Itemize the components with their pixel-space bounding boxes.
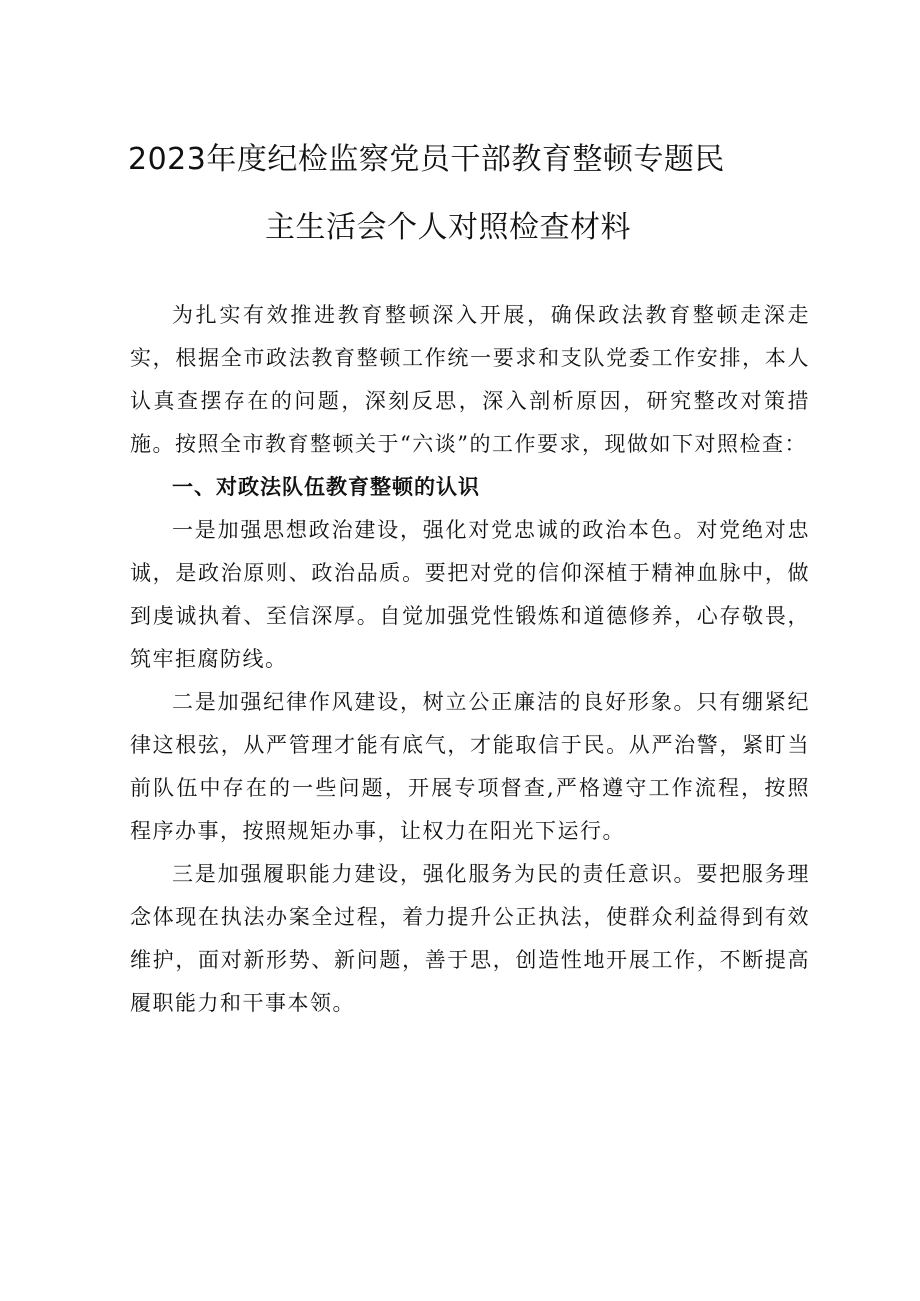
body-paragraph: 二是加强纪律作风建设，树立公正廉洁的良好形象。只有绷紧纪律这根弦，从严管理才能有底气，才能取信于民。从严治警，紧盯当前队伍中存在的一些问题，开展专项督查,严格遵守工作流程，按照程序办事，按照规矩办事，让权力在阳光下运行。 — [130, 690, 810, 843]
body-paragraph: 一是加强思想政治建设，强化对党忠诚的政治本色。对党绝对忠诚，是政治原则、政治品质。要把对党的信仰深植于精神血脉中，做到虔诚执着、至信深厚。自觉加强党性锻炼和道德修养，心存敬畏，筑牢拒腐防线。 — [130, 518, 810, 671]
intro-paragraph: 为扎实有效推进教育整顿深入开展，确保政法教育整顿走深走实，根据全市政法教育整顿工作统一要求和支队党委工作安排，本人认真查摆存在的问题，深刻反思，深入剖析原因，研究整改对策措施。按照全市教育整顿关于“六谈”的工作要求，现做如下对照检查： — [130, 303, 810, 456]
document-title-line-2: 主生活会个人对照检查材料 — [265, 210, 631, 245]
document-title-line-1: 2023年度纪检监察党员干部教育整顿专题民 — [128, 142, 725, 177]
document-body — [130, 294, 810, 1025]
body-paragraph: 三是加强履职能力建设，强化服务为民的责任意识。要把服务理念体现在执法办案全过程，着力提升公正执法，使群众利益得到有效维护，面对新形势、新问题，善于思，创造性地开展工作，不断提高履职能力和干事本领。 — [130, 862, 810, 1015]
section-heading: 一、对政法队伍教育整顿的认识 — [172, 475, 480, 499]
